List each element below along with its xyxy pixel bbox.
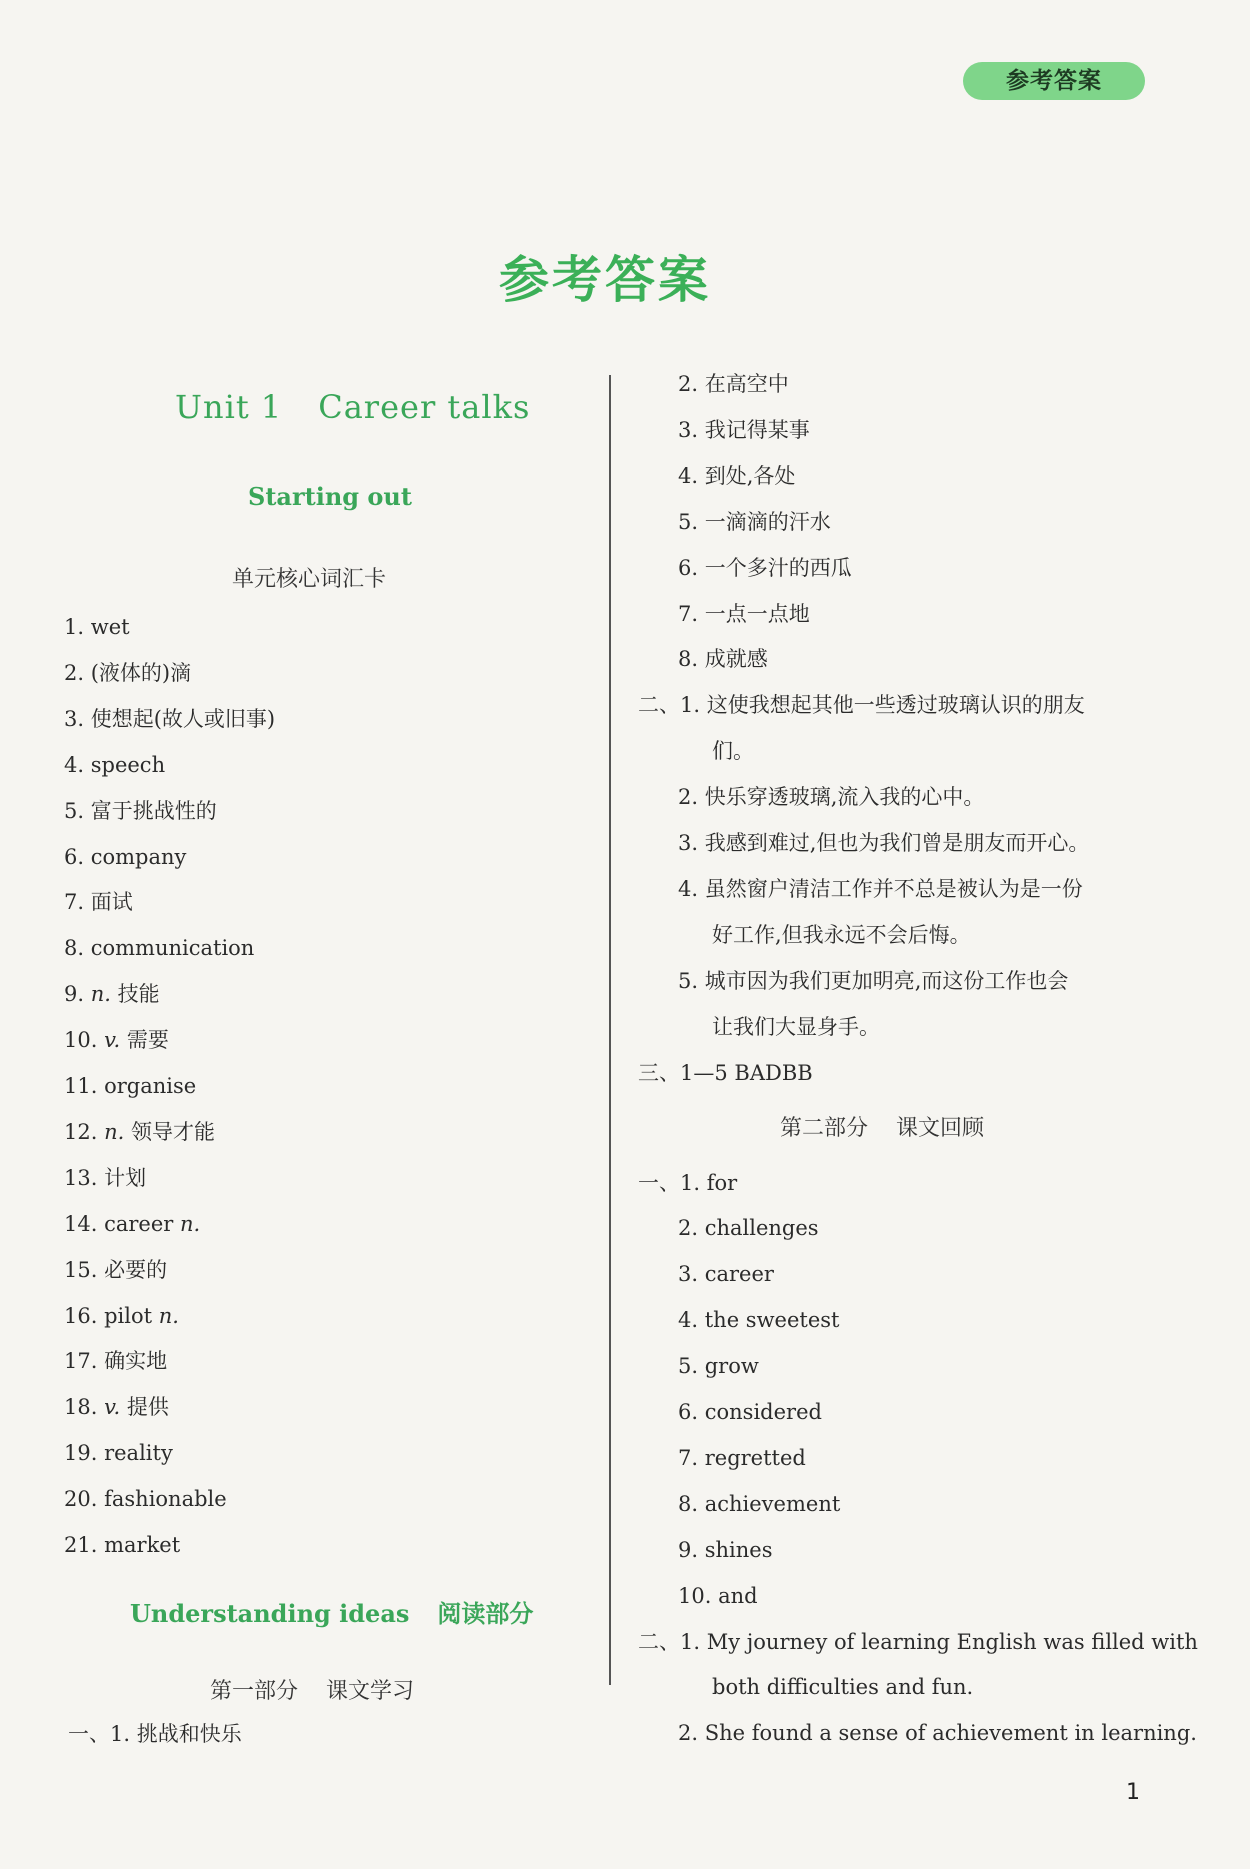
part1-label: 第一部分 (210, 1679, 299, 1704)
vocab-item (64, 1072, 196, 1100)
item-text: 使想起(故人或旧事) (90, 706, 276, 731)
sentence-answer-cont (712, 1673, 973, 1701)
vocab-item (64, 1302, 179, 1330)
item-number: 4. (678, 463, 699, 488)
item-number: 2. (64, 660, 85, 685)
item-text: the sweetest (704, 1308, 840, 1333)
item-number: 9. (64, 982, 85, 1007)
blank-answer (638, 1169, 737, 1197)
page-number: 1 (1126, 1780, 1140, 1805)
item-text: 城市因为我们更加明亮,而这份工作也会 (704, 968, 1069, 993)
translation-item-cont (712, 1013, 880, 1041)
item-number: 5. (678, 1354, 699, 1379)
item-number: 13. (64, 1165, 98, 1190)
part2-label: 第二部分 (780, 1115, 869, 1141)
item-text: both difficulties and fun. (712, 1675, 974, 1700)
vocab-item (64, 1531, 180, 1559)
section-prefix: 一、 (638, 1170, 680, 1195)
item-number: 3. (678, 1262, 699, 1287)
item-number: 10. (678, 1583, 712, 1608)
item-text: 我感到难过,但也为我们曾是朋友而开心。 (704, 831, 1090, 855)
item-text: 需要 (126, 1028, 169, 1053)
item-text: market (104, 1533, 181, 1557)
item-text: organise (104, 1074, 197, 1098)
blank-answer (678, 1398, 822, 1426)
item-number: 20. (64, 1487, 98, 1512)
item-text: 这使我想起其他一些透过玻璃认识的朋友 (706, 693, 1085, 718)
translation-item (678, 875, 1083, 903)
item-number: 1. (64, 615, 85, 639)
item-text: pilot (104, 1303, 153, 1328)
unit-label: Unit 1 (175, 388, 283, 426)
item-number: 12. (64, 1119, 98, 1144)
vocab-item (64, 888, 133, 916)
item-number: 6. (678, 555, 699, 580)
item-text: 快乐穿透玻璃,流入我的心中。 (704, 785, 985, 810)
part-of-speech: n. (158, 1303, 179, 1328)
sentence-answer (638, 1628, 1198, 1656)
item-number: 5. (64, 798, 85, 823)
item-number: 3. (64, 706, 85, 731)
item-number: 2. (678, 1216, 699, 1241)
blank-answer (678, 1352, 759, 1380)
item-text: 确实地 (104, 1349, 168, 1374)
vocab-item (64, 1347, 167, 1375)
item-number: 4. (678, 876, 699, 901)
item-text: for (706, 1170, 738, 1195)
item-text: She found a sense of achievement in learning. (704, 1721, 1197, 1746)
vocab-item (64, 934, 254, 962)
item-number: 1. (680, 1170, 701, 1195)
phrase-item (678, 508, 831, 536)
section-prefix: 二、 (638, 1629, 680, 1654)
item-number: 8. (64, 936, 85, 961)
item-text: regretted (704, 1445, 806, 1470)
item-number: 4. (64, 752, 85, 777)
phrase-item (678, 416, 810, 444)
column-divider (609, 375, 611, 1685)
part-of-speech: n. (104, 1119, 125, 1144)
blank-answer (678, 1306, 840, 1334)
item-number: 10. (64, 1028, 98, 1053)
item-text: and (718, 1583, 758, 1608)
vocab-item (64, 843, 186, 871)
item-number: 6. (678, 1400, 699, 1424)
part2-name: 课文回顾 (896, 1115, 985, 1141)
vocab-item (64, 1118, 215, 1146)
item-text: career (704, 1262, 774, 1287)
item-text: 让我们大显身手。 (712, 1014, 880, 1039)
section-starting-out: Starting out (248, 482, 412, 511)
item-text: 富于挑战性的 (90, 798, 217, 823)
item-text: grow (704, 1354, 759, 1379)
item-text: 一个多汁的西瓜 (704, 555, 852, 580)
item-number: 6. (64, 844, 85, 869)
item-number: 9. (678, 1537, 699, 1562)
item-text: speech (90, 752, 166, 777)
item-number: 18. (64, 1395, 98, 1420)
vocab-item (64, 1026, 169, 1054)
item-number: 19. (64, 1441, 98, 1466)
translation-item-cont (712, 737, 754, 765)
item-number: 11. (64, 1074, 98, 1098)
item-number: 2. (678, 372, 699, 396)
item-number: 21. (64, 1533, 98, 1557)
item-number: 14. (64, 1211, 98, 1236)
unit-title (175, 388, 530, 426)
section-prefix: 二、 (638, 693, 680, 718)
part1-heading (210, 1674, 414, 1705)
translation-item-cont (712, 921, 971, 949)
item-text: reality (104, 1441, 173, 1466)
item-text: 好工作,但我永远不会后悔。 (712, 922, 971, 947)
unit-name: Career talks (318, 388, 531, 426)
item-number: 16. (64, 1303, 98, 1328)
item-text: achievement (704, 1491, 841, 1516)
part-of-speech: n. (180, 1211, 201, 1236)
part1-name: 课文学习 (326, 1679, 415, 1704)
item-text: 领导才能 (130, 1119, 215, 1144)
item-text: 成就感 (704, 647, 768, 672)
item-text: 面试 (90, 890, 133, 915)
item-text: 技能 (117, 982, 160, 1007)
blank-answer (678, 1214, 819, 1242)
section-cn: 阅读部分 (437, 1599, 534, 1628)
vocab-card-title: 单元核心词汇卡 (232, 567, 387, 592)
item-text: 一点一点地 (704, 601, 810, 626)
item-number: 17. (64, 1349, 98, 1374)
vocab-item (64, 980, 160, 1008)
vocab-item (64, 613, 130, 641)
phrase-item (678, 370, 789, 398)
vocab-item (64, 1210, 200, 1238)
part-of-speech: v. (104, 1395, 121, 1420)
section-en: Understanding ideas (130, 1599, 410, 1628)
part-of-speech: v. (104, 1028, 121, 1053)
part-of-speech: n. (90, 982, 111, 1007)
blank-answer (678, 1536, 772, 1564)
item-number: 8. (678, 647, 699, 672)
item-text: 虽然窗户清洁工作并不总是被认为是一份 (704, 876, 1083, 901)
item-text: challenges (704, 1216, 819, 1241)
vocab-item (64, 797, 217, 825)
item-text: 必要的 (104, 1257, 168, 1282)
item-number: 5. (678, 509, 699, 534)
item-number: 3. (678, 417, 699, 442)
item-number: 1. (680, 693, 701, 718)
item-text: 们。 (712, 739, 754, 764)
item-number: 7. (678, 601, 699, 626)
item-text: fashionable (104, 1487, 227, 1512)
item-number: 7. (678, 1445, 699, 1470)
page-title: 参考答案 (499, 251, 711, 309)
vocab-item (64, 1164, 146, 1192)
item-text: 到处,各处 (704, 463, 796, 488)
section-3-answers: 三、1—5 BADBB (638, 1060, 813, 1085)
item-number: 2. (678, 785, 699, 810)
item-text: considered (704, 1400, 822, 1424)
item-text: shines (704, 1537, 773, 1562)
phrase-item (678, 600, 810, 628)
vocab-item (64, 659, 191, 687)
vocab-item (64, 1256, 167, 1284)
item-text: company (90, 844, 187, 869)
part2-heading (780, 1111, 984, 1142)
sentence-answer (678, 1719, 1197, 1747)
vocab-item (64, 705, 275, 733)
blank-answer (678, 1260, 774, 1288)
item-number: 1. (680, 1629, 701, 1654)
vocab-item (64, 1485, 227, 1513)
item-number: 3. (678, 831, 699, 855)
phrase-item (678, 462, 795, 490)
item-number: 8. (678, 1491, 699, 1516)
item-text: 计划 (104, 1165, 147, 1190)
item-text: communication (90, 936, 255, 961)
left-last-line: 一、1. 挑战和快乐 (68, 1722, 242, 1746)
blank-answer (678, 1490, 840, 1518)
item-number: 2. (678, 1721, 699, 1746)
item-text: 提供 (126, 1395, 169, 1420)
item-text: career (104, 1211, 174, 1236)
blank-answer (678, 1444, 806, 1472)
item-number: 15. (64, 1257, 98, 1282)
phrase-item (678, 554, 852, 582)
item-text: (液体的)滴 (90, 660, 192, 685)
item-text: My journey of learning English was filled with (706, 1629, 1198, 1654)
answer-key-badge: 参考答案 (963, 62, 1145, 100)
phrase-item (678, 645, 768, 673)
item-text: 一滴滴的汗水 (704, 509, 831, 534)
translation-item (678, 783, 984, 811)
item-text: 我记得某事 (704, 417, 810, 442)
vocab-item (64, 1439, 173, 1467)
translation-item (678, 829, 1089, 857)
item-text: wet (90, 615, 130, 639)
vocab-item (64, 1393, 169, 1421)
section-understanding-ideas (130, 1594, 533, 1629)
item-text: 在高空中 (704, 372, 789, 396)
item-number: 7. (64, 890, 85, 915)
blank-answer (678, 1582, 758, 1610)
translation-item (678, 967, 1068, 995)
translation-item (638, 691, 1085, 719)
item-number: 5. (678, 968, 699, 993)
item-number: 4. (678, 1308, 699, 1333)
vocab-item (64, 751, 165, 779)
